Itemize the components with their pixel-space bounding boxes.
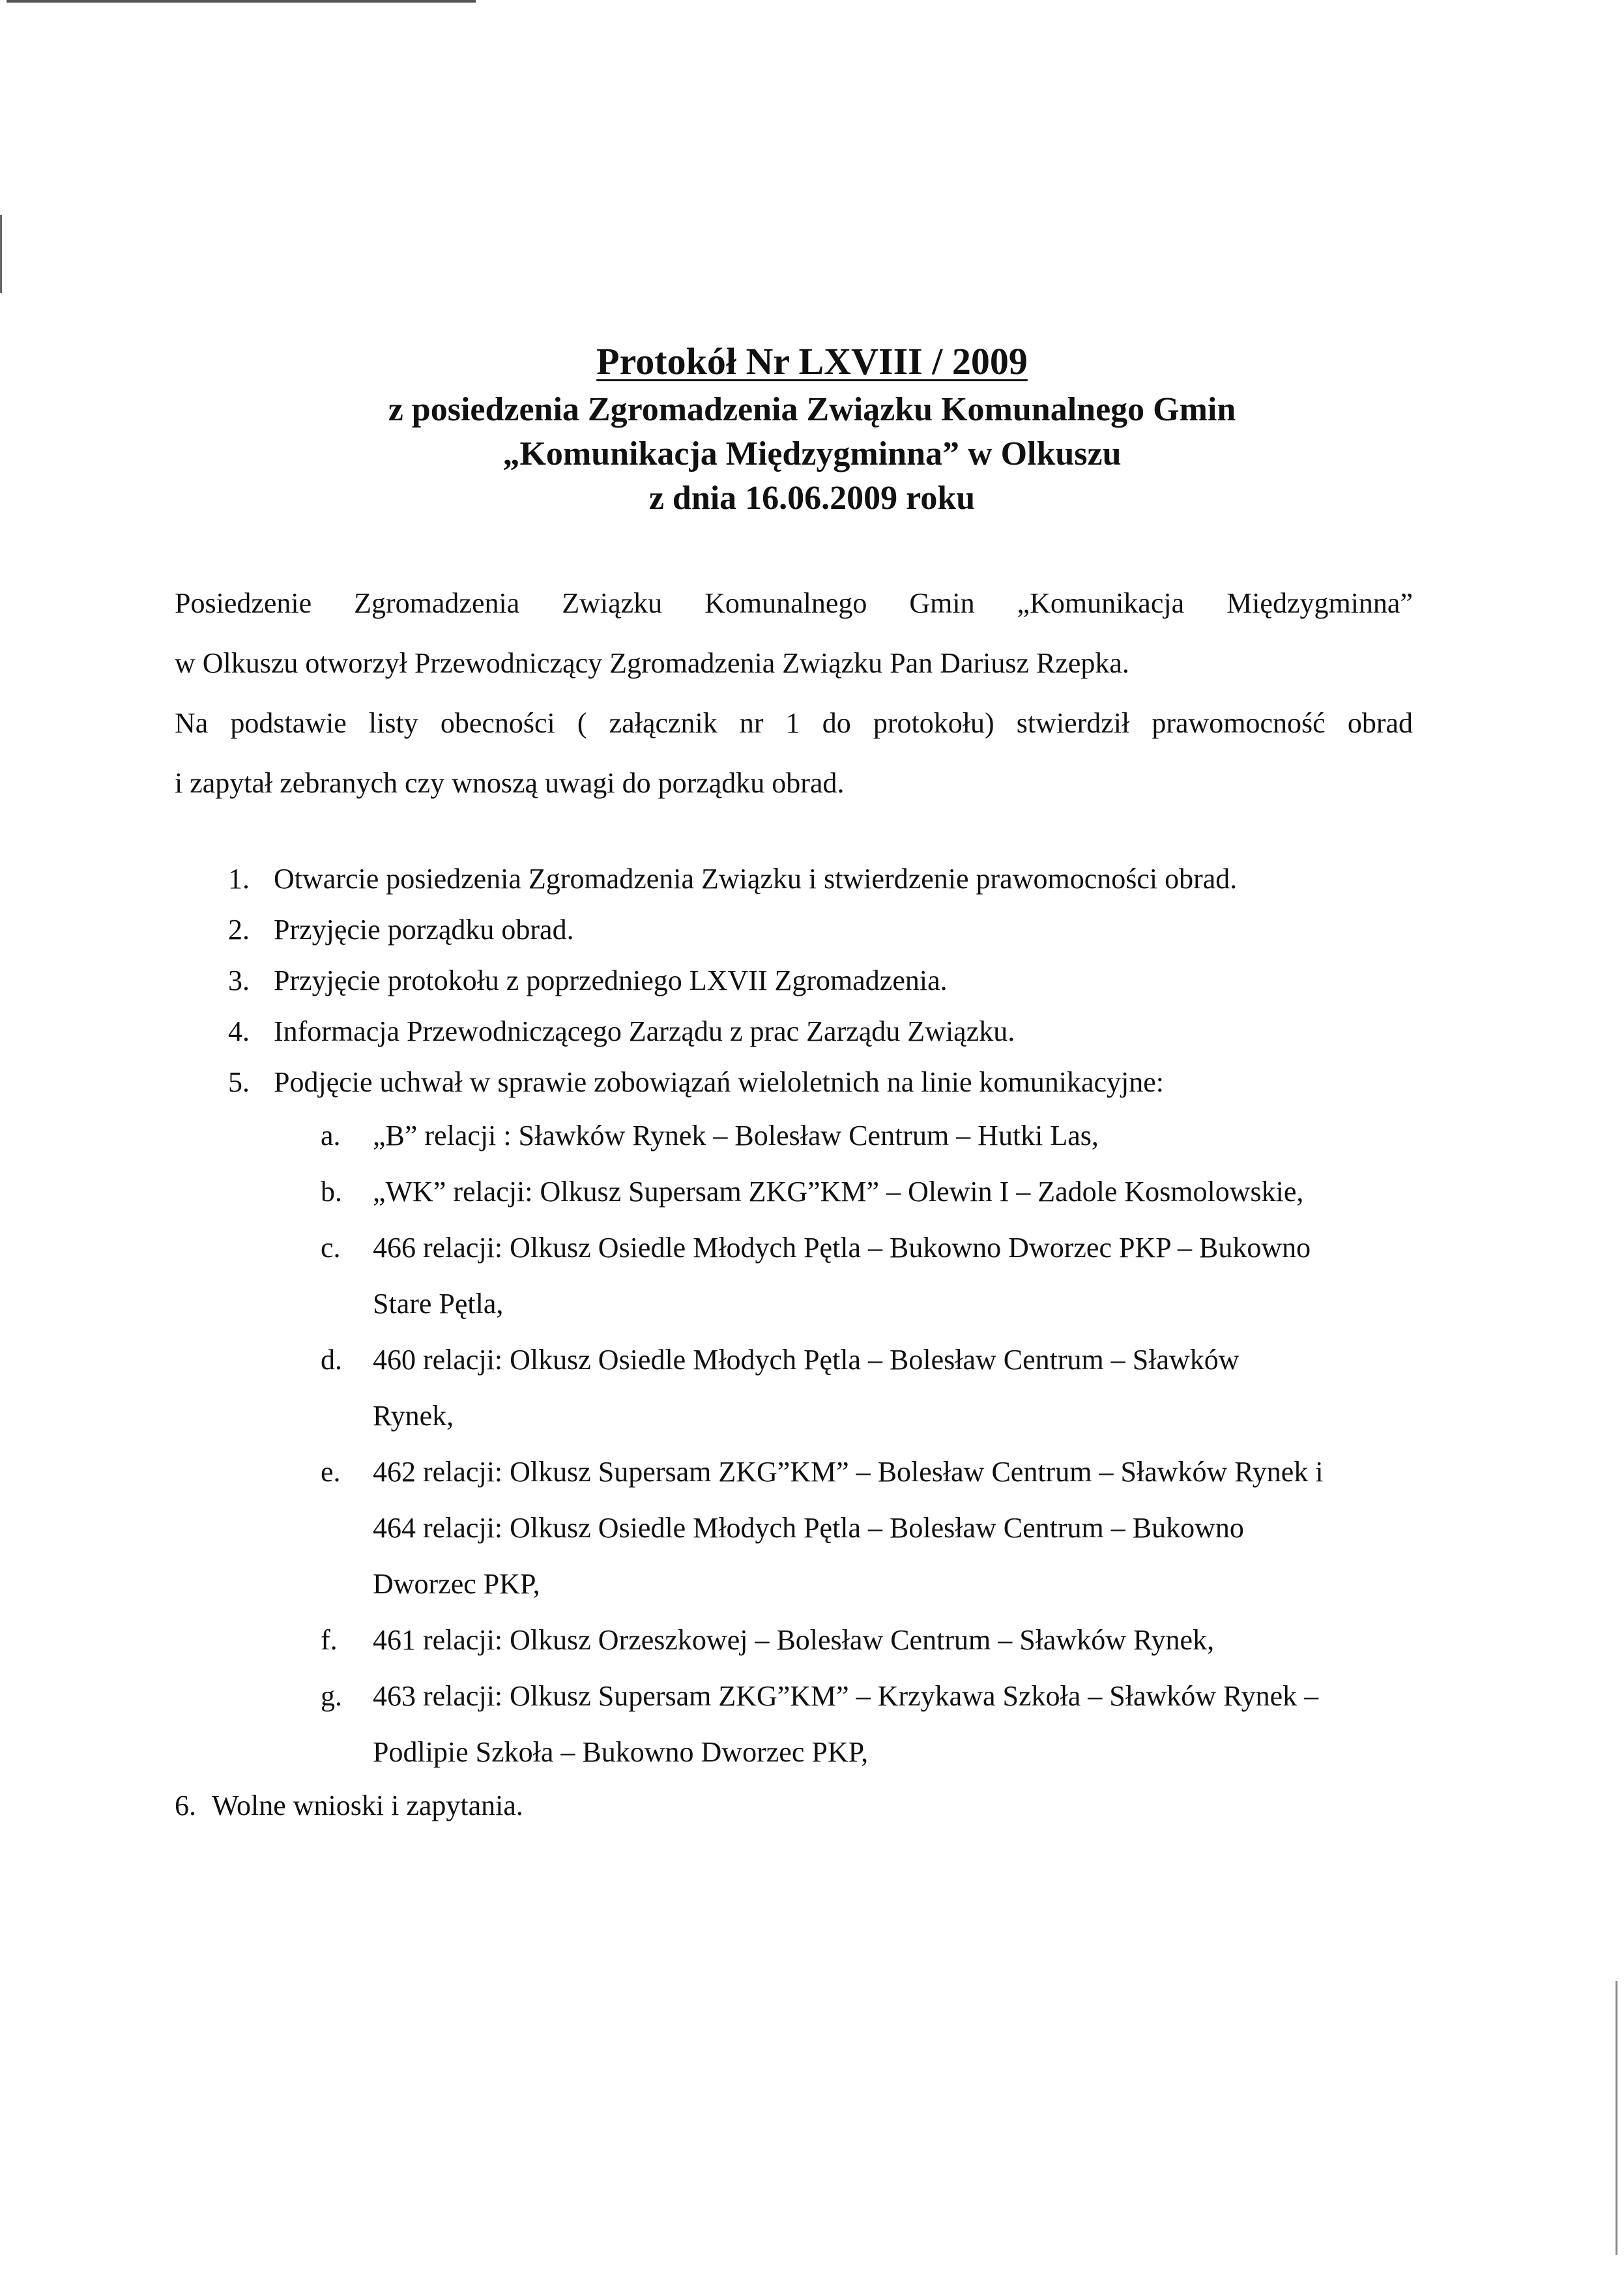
- agenda-number: 2.: [228, 914, 250, 946]
- agenda-number: 1.: [228, 863, 250, 895]
- agenda-subitem-d: [0, 1332, 1624, 1444]
- agenda-subitem-g: [0, 1668, 1624, 1780]
- subitem-letter: g.: [321, 1680, 342, 1712]
- agenda-subitem-a: [0, 1108, 1624, 1164]
- agenda-text: Otwarcie posiedzenia Zgromadzenia Związku i stwierdzenie prawomocności obrad.: [274, 863, 1238, 895]
- scan-mark-right: [1616, 1981, 1617, 2255]
- agenda-item-6: [0, 1780, 1624, 1831]
- intro-line-2: w Olkuszu otworzył Przewodniczący Zgromadzenia Związku Pan Dariusz Rzepka.: [175, 647, 1129, 679]
- document-header: [0, 336, 1624, 521]
- agenda-subitem-e: [0, 1444, 1624, 1612]
- subitem-letter: e.: [321, 1456, 341, 1488]
- agenda-text: Przyjęcie protokołu z poprzedniego LXVII Zgromadzenia.: [274, 964, 948, 996]
- agenda-subitem-b: [0, 1164, 1624, 1220]
- document-title: Protokół Nr LXVIII / 2009: [596, 340, 1028, 383]
- subitem-letter: b.: [321, 1176, 342, 1208]
- subitem-text: „WK” relacji: Olkusz Supersam ZKG”KM” – Olewin I – Zadole Kosmolowskie,: [373, 1176, 1304, 1208]
- intro-line-1: Posiedzenie Zgromadzenia Związku Komunalnego Gmin „Komunikacja Międzygminna”: [175, 587, 1413, 619]
- subitem-letter: a.: [321, 1120, 341, 1152]
- header-date: z dnia 16.06.2009 roku: [648, 480, 976, 517]
- agenda-item-4: [0, 1006, 1624, 1057]
- agenda-item-3: [0, 955, 1624, 1006]
- agenda-list: [0, 854, 1624, 1831]
- header-line-2: z posiedzenia Zgromadzenia Związku Komunalnego Gmin: [388, 391, 1236, 428]
- agenda-subitem-c: [0, 1220, 1624, 1332]
- header-line-3: „Komunikacja Międzygminna” w Olkuszu: [502, 435, 1122, 472]
- subitem-text: 463 relacji: Olkusz Supersam ZKG”KM” – Krzykawa Szkoła – Sławków Rynek – Podlipie Szkoła – Bukowno Dworzec PKP,: [373, 1680, 1319, 1768]
- intro-line-4: i zapytał zebranych czy wnoszą uwagi do porządku obrad.: [175, 767, 845, 799]
- agenda-text: Wolne wnioski i zapytania.: [212, 1790, 523, 1821]
- agenda-item-5: [0, 1057, 1624, 1108]
- agenda-item-1: [0, 854, 1624, 905]
- agenda-item-2: [0, 905, 1624, 955]
- subitem-text: 460 relacji: Olkusz Osiedle Młodych Pętla – Bolesław Centrum – Sławków Rynek,: [373, 1344, 1240, 1432]
- agenda-text: Podjęcie uchwał w sprawie zobowiązań wieloletnich na linie komunikacyjne:: [274, 1066, 1164, 1098]
- subitem-text: 466 relacji: Olkusz Osiedle Młodych Pętla – Bukowno Dworzec PKP – Bukowno Stare Pętla,: [373, 1232, 1311, 1320]
- subitem-text: 461 relacji: Olkusz Orzeszkowej – Bolesław Centrum – Sławków Rynek,: [373, 1624, 1215, 1656]
- agenda-subitem-f: [0, 1612, 1624, 1668]
- agenda-text: Informacja Przewodniczącego Zarządu z prac Zarządu Związku.: [274, 1015, 1015, 1047]
- intro-paragraph: [175, 573, 1413, 813]
- agenda-text: Przyjęcie porządku obrad.: [274, 914, 574, 946]
- agenda-number: 4.: [228, 1015, 250, 1047]
- subitem-text: 462 relacji: Olkusz Supersam ZKG”KM” – Bolesław Centrum – Sławków Rynek i 464 relacji: Olkusz Osiedle Młodych Pętla – Bolesław Centrum – Bukowno Dworzec PKP,: [373, 1456, 1324, 1600]
- agenda-number: 3.: [228, 964, 250, 996]
- agenda-number: 6.: [175, 1790, 196, 1821]
- subitem-letter: f.: [321, 1624, 338, 1656]
- intro-line-3: Na podstawie listy obecności ( załącznik nr 1 do protokołu) stwierdził prawomocność obrad: [175, 707, 1413, 739]
- subitem-letter: c.: [321, 1232, 341, 1264]
- agenda-number: 5.: [228, 1066, 250, 1098]
- subitem-text: „B” relacji : Sławków Rynek – Bolesław Centrum – Hutki Las,: [373, 1120, 1099, 1152]
- scan-mark-left: [0, 215, 2, 293]
- scan-edge-top: [7, 0, 476, 3]
- subitem-letter: d.: [321, 1344, 342, 1376]
